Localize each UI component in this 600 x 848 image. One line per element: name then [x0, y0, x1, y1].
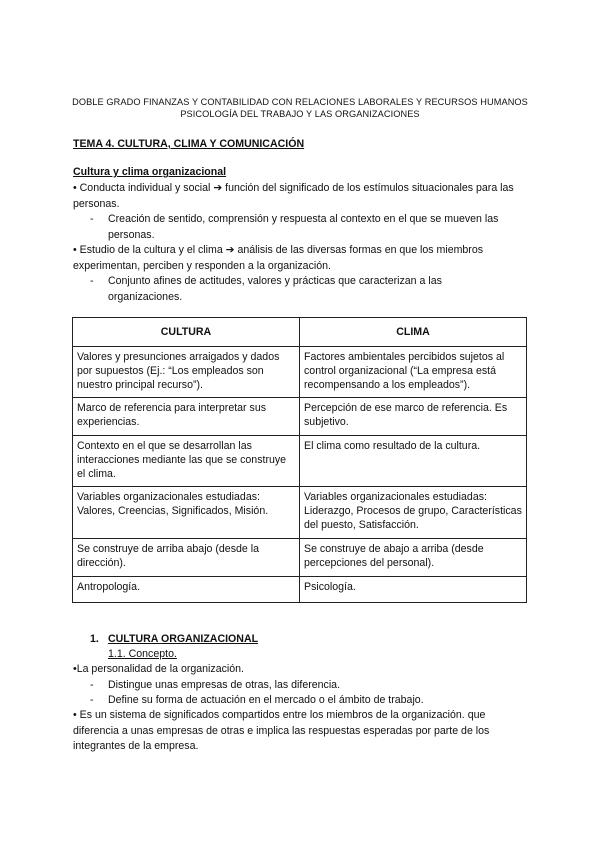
- table-header-row: [73, 318, 527, 347]
- table-cell: Antropología.: [73, 577, 300, 603]
- table-cell: Se construye de abajo a arriba (desde percepciones del personal).: [300, 539, 527, 577]
- section-heading-text: CULTURA ORGANIZACIONAL: [108, 633, 259, 645]
- dash-item-defines: Define su forma de actuación en el mercado o el ámbito de trabajo.: [108, 694, 424, 706]
- dash-marker: -: [90, 679, 94, 691]
- bullet-study: • Estudio de la cultura y el clima ➔ análisis de las diversas formas en que los miembros experimentan, perciben y responden a la organización.: [73, 244, 484, 272]
- table-cell: Variables organizacionales estudiadas: Valores, Creencias, Significados, Misión.: [73, 487, 300, 539]
- table-cell: Percepción de ese marco de referencia. Es subjetivo.: [300, 398, 527, 436]
- header-subject: PSICOLOGÍA DEL TRABAJO Y LAS ORGANIZACIONES: [180, 109, 420, 119]
- topic-title: TEMA 4. CULTURA, CLIMA Y COMUNICACIÓN: [73, 138, 305, 150]
- table-cell: Psicología.: [300, 577, 527, 603]
- dash-marker: -: [90, 275, 94, 287]
- column-header-culture: CULTURA: [73, 318, 300, 347]
- subsection-heading-concept: 1.1. Concepto.: [108, 648, 177, 660]
- table-row: [73, 577, 527, 603]
- table-row: [73, 487, 527, 539]
- culture-climate-table: [72, 317, 527, 603]
- bullet-conduct: • Conducta individual y social ➔ función del significado de los estímulos situacionales para las personas.: [73, 182, 514, 210]
- table-row: [73, 347, 527, 398]
- table-row: [73, 436, 527, 487]
- table-cell: Variables organizacionales estudiadas: Liderazgo, Procesos de grupo, Características del puesto, Satisfacción.: [300, 487, 527, 539]
- table-cell: El clima como resultado de la cultura.: [300, 436, 527, 487]
- table-row: [73, 539, 527, 577]
- header-degree: DOBLE GRADO FINANZAS Y CONTABILIDAD CON RELACIONES LABORALES Y RECURSOS HUMANOS: [72, 97, 528, 107]
- dash-item-sense-making: Creación de sentido, comprensión y respuesta al contexto en el que se mueven las personas.: [108, 213, 499, 241]
- table-cell: Se construye de arriba abajo (desde la dirección).: [73, 539, 300, 577]
- section-heading-organizational-culture: [90, 633, 258, 645]
- table-row: [73, 398, 527, 436]
- table-cell: Marco de referencia para interpretar sus experiencias.: [73, 398, 300, 436]
- document-header: [0, 96, 600, 120]
- dash-marker: -: [90, 213, 94, 225]
- section-number: 1.: [90, 633, 99, 645]
- bullet-personality: •La personalidad de la organización.: [73, 663, 244, 675]
- dash-item-attitudes: Conjunto afines de actitudes, valores y prácticas que caracterizan a las organizaciones.: [108, 275, 442, 303]
- table-cell: Contexto en el que se desarrollan las interacciones mediante las que se construye el clima.: [73, 436, 300, 487]
- column-header-climate: CLIMA: [300, 318, 527, 347]
- table-cell: Valores y presunciones arraigados y dados por supuestos (Ej.: “Los empleados son nuestro principal recurso”).: [73, 347, 300, 398]
- dash-marker: -: [90, 694, 94, 706]
- dash-item-distinguishes: Distingue unas empresas de otras, las diferencia.: [108, 679, 341, 691]
- bullet-shared-meanings: • Es un sistema de significados compartidos entre los miembros de la organización. que diferencia a unas empresas de otras e implica las respuestas esperadas por parte de los integrantes de la empresa.: [73, 709, 490, 752]
- table-cell: Factores ambientales percibidos sujetos al control organizacional (“La empresa está recompensando a los empleados”).: [300, 347, 527, 398]
- section-title-culture-climate: Cultura y clima organizacional: [73, 166, 227, 178]
